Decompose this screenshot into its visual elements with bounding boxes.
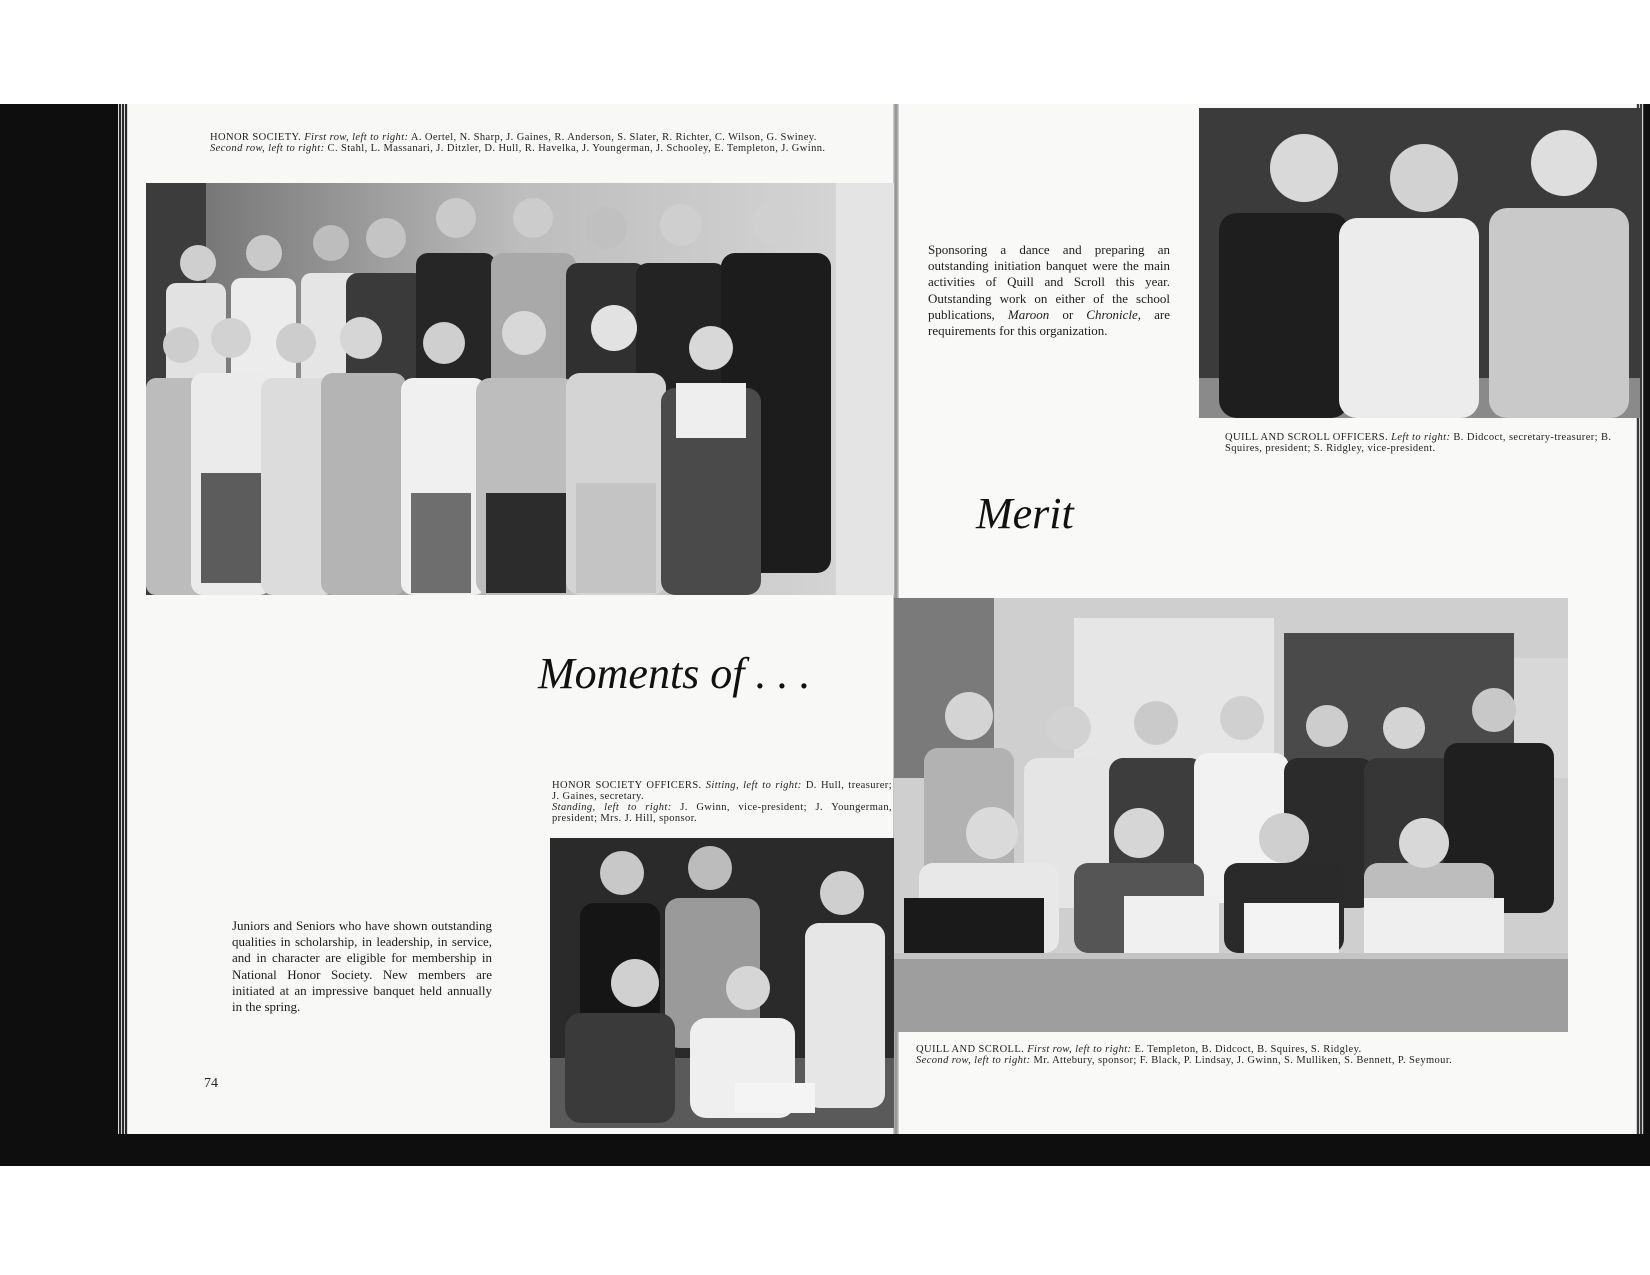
caption-label: Second row, left to right:	[916, 1055, 1031, 1066]
caption-names: E. Templeton, B. Didcoct, B. Squires, S. Ridgley.	[1134, 1044, 1362, 1055]
page-number: 74	[204, 1076, 218, 1091]
caption-title: HONOR SOCIETY OFFICERS.	[552, 780, 702, 791]
caption-names: C. Stahl, L. Massanari, J. Ditzler, D. Hull, R. Havelka, J. Youngerman, J. Schooley, E. Templeton, J. Gwinn.	[327, 143, 826, 154]
description-text: or	[1062, 306, 1074, 322]
caption-label: First row, left to right:	[304, 132, 409, 143]
quill-officers-photo	[1199, 108, 1640, 418]
caption-label: Left to right:	[1391, 432, 1451, 443]
caption-title: QUILL AND SCROLL.	[916, 1044, 1025, 1055]
caption-names: A. Oertel, N. Sharp, J. Gaines, R. Anderson, S. Slater, R. Richter, C. Wilson, G. Swiney.	[410, 132, 817, 143]
honor-officers-caption	[552, 780, 892, 824]
description-text: are requirements for this organization.	[928, 306, 1170, 339]
caption-names: J. Gwinn, vice-president; J. Youngerman, president; Mrs. J. Hill, sponsor.	[552, 802, 892, 824]
caption-label: Second row, left to right:	[210, 143, 325, 154]
honor-society-photo	[146, 183, 894, 595]
quill-officers-caption	[1225, 432, 1625, 454]
quill-scroll-caption	[916, 1044, 1636, 1066]
description-text: Sponsoring a dance and preparing an outstanding initiation banquet were the main activities of Quill and Scroll this year. Outstanding work on either of the school publications,	[928, 242, 1170, 322]
moments-heading: Moments of . . .	[538, 649, 811, 698]
caption-label: First row, left to right:	[1027, 1044, 1132, 1055]
caption-title: QUILL AND SCROLL OFFICERS.	[1225, 432, 1389, 443]
quill-scroll-photo	[894, 598, 1568, 1032]
publication-name: Maroon	[1007, 306, 1050, 322]
caption-label: Standing, left to right:	[552, 802, 672, 813]
caption-title: HONOR SOCIETY.	[210, 132, 302, 143]
caption-names: Mr. Attebury, sponsor; F. Black, P. Lindsay, J. Gwinn, S. Mulliken, S. Bennett, P. Seymour.	[1033, 1055, 1453, 1066]
caption-names: D. Hull, treasurer; J. Gaines, secretary.	[552, 780, 893, 802]
honor-officers-photo	[550, 838, 894, 1128]
caption-names: B. Didcoct, secretary-treasurer; B. Squires, president; S. Ridgley, vice-president.	[1225, 432, 1612, 454]
honor-society-description: Juniors and Seniors who have shown outstanding qualities in scholarship, in leadership, in service, and in character are eligible for membership in National Honor Society. New members are initiated at an impressive banquet held annually in the spring.	[232, 918, 492, 1015]
merit-heading: Merit	[976, 489, 1074, 538]
honor-society-caption	[210, 132, 860, 154]
quill-scroll-description	[928, 242, 1170, 339]
caption-label: Sitting, left to right:	[705, 780, 802, 791]
publication-name: Chronicle,	[1086, 306, 1142, 322]
